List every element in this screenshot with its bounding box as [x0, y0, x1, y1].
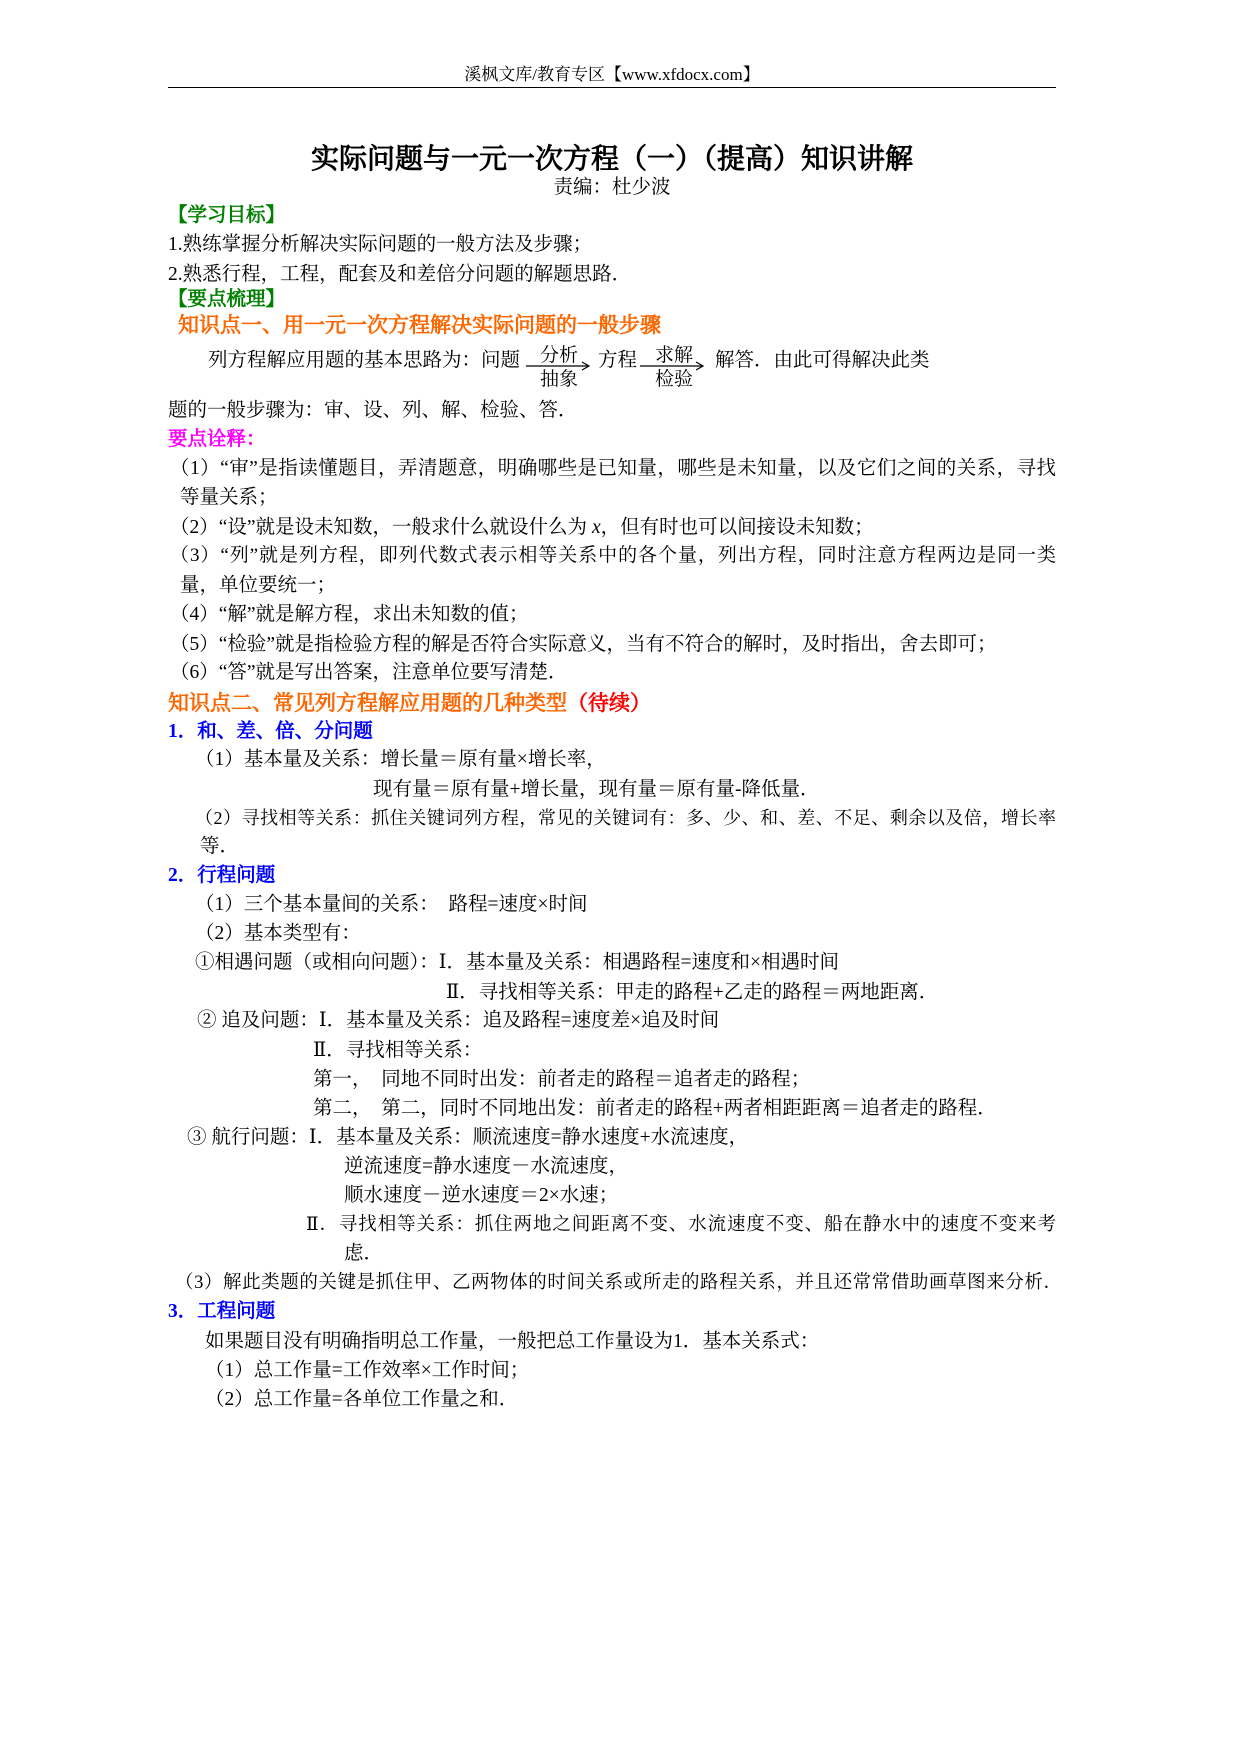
section-title-work: 3．工程问题: [168, 1301, 276, 1322]
note-line: 量，单位要统一；: [180, 575, 337, 596]
body-line: 第二， 第二，同时不同地出发：前者走的路程+两者相距距离＝追者走的路程．: [313, 1098, 997, 1119]
note-line: 等量关系；: [180, 487, 278, 508]
note-line: （6）“答”就是写出答案，注意单位要写清楚．: [170, 662, 568, 683]
flow-arrow1-bottom-label: 抽象: [540, 369, 579, 390]
note-line: [170, 514, 874, 542]
note-line: （1）“审”是指读懂题目，弄清题意，明确哪些是已知量，哪些是未知量，以及它们之间的关系，寻找: [170, 458, 1056, 479]
notes-heading: 要点诠释：: [168, 429, 266, 450]
flow-arrow1-top-label: 分析: [540, 345, 579, 366]
body-line: （1）三个基本量间的关系： 路程=速度×时间: [195, 894, 588, 915]
body-line: （3）解此类题的关键是抓住甲、乙两物体的时间关系或所走的路程关系，并且还常常借助画草图来分析．: [175, 1273, 1062, 1293]
goal-item: 2.熟悉行程，工程，配套及和差倍分问题的解题思路．: [168, 264, 632, 285]
body-line: ② 追及问题：Ⅰ．基本量及关系：追及路程=速度差×追及时间: [197, 1010, 720, 1031]
goal-item: 1.熟练掌握分析解决实际问题的一般方法及步骤；: [168, 234, 593, 255]
body-line: 顺水速度－逆水速度＝2×水速；: [344, 1185, 619, 1206]
flow-lead: 列方程解应用题的基本思路为：问题: [208, 350, 521, 371]
section-title-sum-diff: 1．和、差、倍、分问题: [168, 721, 373, 742]
goals-heading: 【学习目标】: [168, 205, 286, 226]
point2-heading-note: （待续）: [567, 691, 651, 715]
body-line: Ⅱ．寻找相等关系：: [313, 1040, 483, 1061]
note-line: （3）“列”就是列方程，即列代数式表示相等关系中的各个量，列出方程，同时注意方程两边是同一类: [170, 545, 1056, 566]
body-line: （2）基本类型有：: [195, 923, 361, 944]
header-site: 溪枫文库/教育专区【www.xfdocx.com】: [464, 65, 760, 84]
body-line: （2）总工作量=各单位工作量之和．: [205, 1389, 519, 1410]
section-title-travel: 2．行程问题: [168, 865, 276, 886]
body-line: 逆流速度=静水速度－水流速度，: [344, 1156, 628, 1177]
editor-credit: 责编：杜少波: [553, 177, 671, 198]
summary-heading: 【要点梳理】: [168, 289, 286, 310]
flow-tail: 解答．由此可得解决此类: [715, 350, 930, 371]
body-line: 第一， 同地不同时出发：前者走的路程＝追者走的路程；: [313, 1069, 811, 1090]
body-line: （2）寻找相等关系：抓住关键词列方程，常见的关键词有：多、少、和、差、不足、剩余以及倍，增长率: [195, 808, 1056, 828]
body-line: ①相遇问题（或相向问题）：Ⅰ．基本量及关系：相遇路程=速度和×相遇时间: [195, 952, 839, 973]
steps-line: 题的一般步骤为：审、设、列、解、检验、答．: [168, 400, 578, 421]
point2-heading-text: 知识点二、常见列方程解应用题的几种类型: [168, 691, 567, 715]
page-title: 实际问题与一元一次方程（一）（提高）知识讲解: [310, 144, 913, 175]
note-text: （2）“设”就是设未知数，一般求什么就设什么为: [170, 517, 592, 538]
note-line: （4）“解”就是解方程，求出未知数的值；: [170, 604, 529, 625]
flow-arrow2-bottom-label: 检验: [655, 369, 694, 390]
body-line: 如果题目没有明确指明总工作量，一般把总工作量设为1．基本关系式：: [205, 1331, 820, 1352]
body-line: （1）基本量及关系：增长量＝原有量×增长率，: [195, 749, 606, 770]
body-line: ③ 航行问题：Ⅰ．基本量及关系：顺流速度=静水速度+水流速度，: [187, 1127, 749, 1148]
flow-middle: 方程: [598, 350, 638, 371]
note-text: ，但有时也可以间接设未知数；: [600, 517, 874, 538]
header-rule: [168, 87, 1056, 88]
body-line: Ⅱ．寻找相等关系：抓住两地之间距离不变、水流速度不变、船在静水中的速度不变来考: [306, 1215, 1056, 1235]
body-line: （1）总工作量=工作效率×工作时间；: [205, 1360, 530, 1381]
note-line: （5）“检验”就是指检验方程的解是否符合实际意义，当有不符合的解时，及时指出，舍去即可；: [170, 634, 997, 655]
body-line: 虑．: [344, 1243, 384, 1264]
point1-heading: 知识点一、用一元一次方程解决实际问题的一般步骤: [178, 313, 661, 337]
variable-x: x: [591, 517, 601, 538]
point2-heading: [168, 689, 651, 717]
body-line: 现有量＝原有量+增长量，现有量＝原有量-降低量．: [373, 779, 820, 800]
body-line: 等．: [200, 836, 240, 857]
body-line: Ⅱ．寻找相等关系：甲走的路程+乙走的路程＝两地距离．: [446, 982, 939, 1003]
flow-arrow2-top-label: 求解: [655, 345, 694, 366]
